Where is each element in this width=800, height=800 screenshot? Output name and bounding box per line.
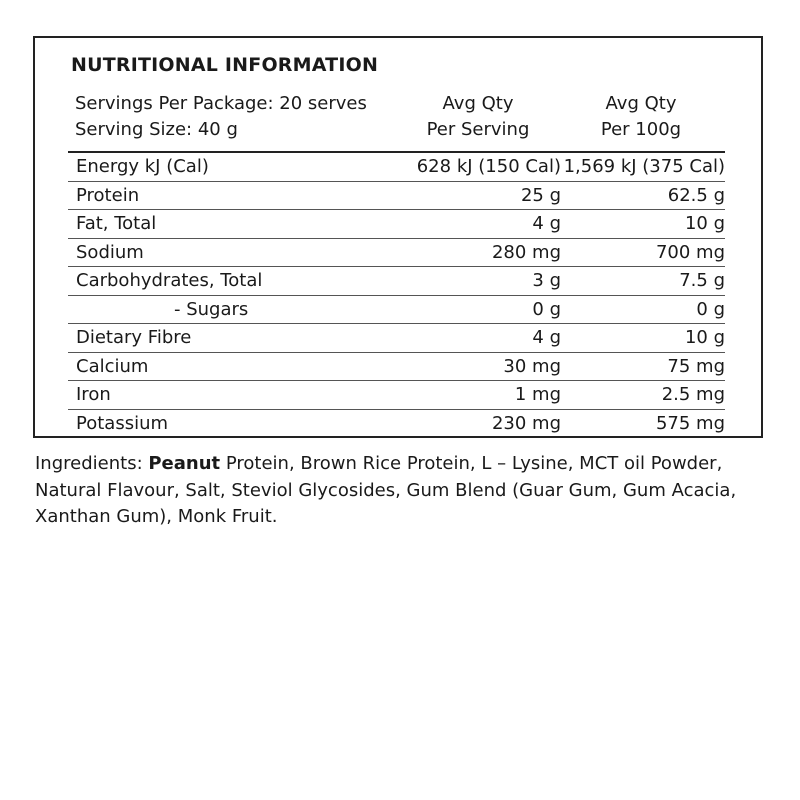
- per-100g-value: 2.5 mg: [661, 384, 725, 405]
- column-header-per-100g: [591, 91, 691, 143]
- per-100g-value: 1,569 kJ (375 Cal): [563, 156, 725, 177]
- per-serving-value: 30 mg: [503, 355, 561, 377]
- nutrient-name: Iron: [76, 384, 111, 405]
- per-serving-value: 230 mg: [491, 412, 561, 434]
- nutrient-name: Carbohydrates, Total: [76, 270, 263, 291]
- per-serving-value: 25 g: [520, 184, 561, 206]
- per-serving-value: 3 g: [532, 270, 561, 291]
- nutrient-name: - Sugars: [174, 298, 249, 320]
- panel-title: NUTRITIONAL INFORMATION: [71, 54, 379, 76]
- per-serving-value: 4 g: [532, 213, 561, 234]
- table-row: [68, 324, 725, 353]
- column-header-per-serving-line1: Avg Qty: [442, 93, 514, 114]
- per-100g-value: 10 g: [684, 213, 725, 234]
- per-serving-value: 628 kJ (150 Cal): [416, 156, 561, 177]
- table-row: [68, 381, 725, 410]
- column-header-per-100g-line1: Avg Qty: [605, 93, 677, 114]
- table-row: [68, 353, 725, 382]
- ingredients-allergen: Peanut: [148, 453, 221, 474]
- per-100g-value: 575 mg: [655, 412, 725, 434]
- nutrient-name: Potassium: [76, 412, 169, 434]
- table-row: [68, 410, 725, 438]
- nutrition-table: [68, 151, 725, 437]
- per-serving-value: 1 mg: [514, 384, 561, 405]
- per-serving-value: 0 g: [532, 298, 561, 320]
- column-header-per-serving-line2: Per Serving: [426, 119, 530, 140]
- table-row: [68, 267, 725, 296]
- per-100g-value: 700 mg: [655, 241, 725, 263]
- per-100g-value: 62.5 g: [667, 184, 725, 206]
- nutrient-name: Fat, Total: [76, 213, 157, 234]
- nutrient-name: Protein: [76, 184, 140, 206]
- per-100g-value: 10 g: [684, 327, 725, 348]
- ingredients-list: Protein, Brown Rice Protein, L – Lysine, MCT oil Powder, Natural Flavour, Salt, Steviol Glycosides, Gum Blend (Guar Gum, Gum Acacia, Xanthan Gum), Monk Fruit.: [35, 453, 737, 527]
- nutrient-name: Calcium: [76, 355, 149, 377]
- table-row: [68, 182, 725, 211]
- servings-per-package: Servings Per Package: 20 serves: [75, 93, 367, 114]
- ingredients-statement: [35, 451, 755, 531]
- nutrient-name: Sodium: [76, 241, 144, 263]
- per-100g-value: 75 mg: [667, 355, 725, 377]
- table-row: [68, 210, 725, 239]
- per-100g-value: 7.5 g: [679, 270, 725, 291]
- per-serving-value: 280 mg: [491, 241, 561, 263]
- column-header-per-serving: [418, 91, 538, 143]
- table-row: [68, 153, 725, 182]
- nutrient-name: Energy kJ (Cal): [76, 156, 209, 177]
- nutrition-panel: [33, 36, 763, 438]
- table-row: [68, 296, 725, 325]
- per-serving-value: 4 g: [532, 327, 561, 348]
- column-header-per-100g-line2: Per 100g: [600, 119, 682, 140]
- serving-size: Serving Size: 40 g: [75, 119, 238, 140]
- servings-info: [75, 91, 367, 143]
- nutrient-name: Dietary Fibre: [76, 327, 192, 348]
- per-100g-value: 0 g: [696, 298, 725, 320]
- table-row: [68, 239, 725, 268]
- ingredients-prefix: Ingredients:: [35, 453, 149, 474]
